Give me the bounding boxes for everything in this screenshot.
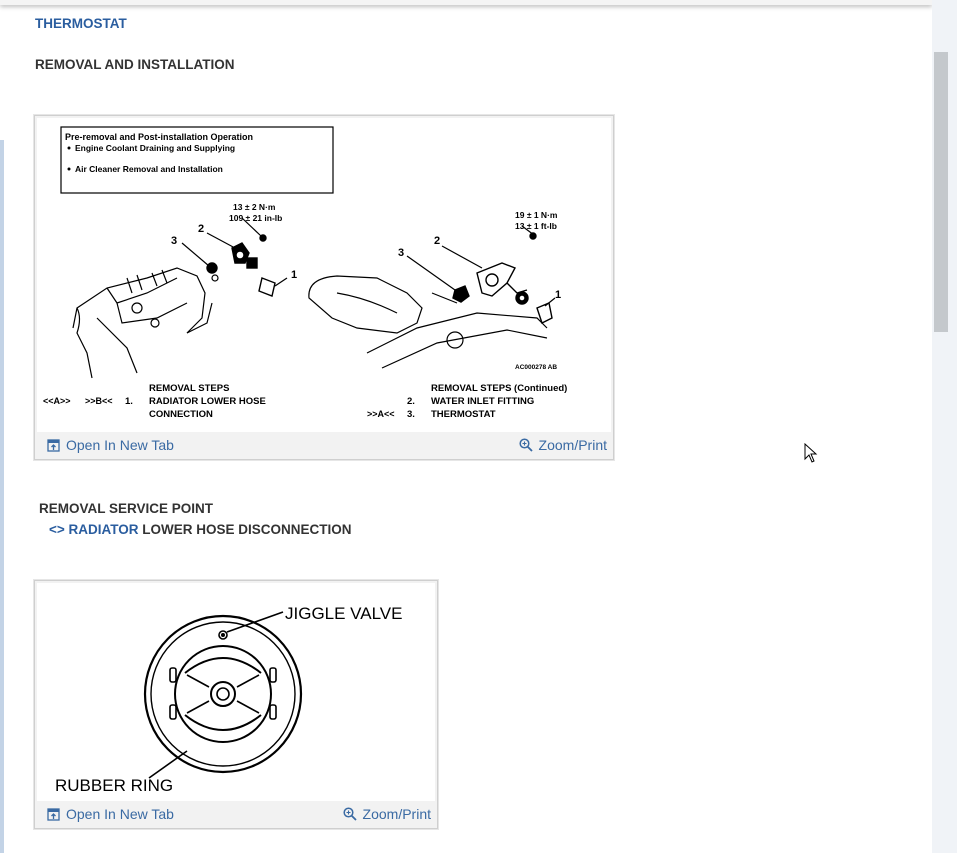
zoom-print-link[interactable] — [519, 437, 607, 453]
jiggle-valve-label: JIGGLE VALVE — [285, 604, 403, 623]
steps-left-line2: CONNECTION — [149, 409, 213, 420]
open-in-new-tab-icon — [47, 808, 60, 821]
steps-right-num3: 3. — [407, 409, 415, 420]
steps-right-code: >>A<< — [367, 409, 395, 419]
service-point-heading: REMOVAL SERVICE POINT — [39, 501, 214, 516]
callout-1-right: 1 — [555, 289, 562, 301]
service-point-rest: LOWER HOSE DISCONNECTION — [138, 522, 352, 537]
service-point-prefix: <> — [49, 522, 65, 537]
figure-image — [37, 583, 435, 801]
callout-3-left: 3 — [171, 235, 178, 247]
right-engine-drawing — [309, 276, 547, 368]
bullet — [68, 168, 71, 171]
steps-left-code-b: >>B<< — [85, 396, 113, 406]
right-parts — [453, 233, 552, 323]
open-new-tab-label: Open In New Tab — [66, 806, 174, 822]
left-parts — [207, 235, 275, 296]
box-title: Pre-removal and Post-installation Operation — [65, 132, 254, 142]
torque-right-line2: 13 ± 1 ft-lb — [515, 221, 557, 231]
open-new-tab-label: Open In New Tab — [66, 437, 174, 453]
steps-left-number: 1. — [125, 396, 133, 407]
service-point-item — [49, 522, 352, 537]
steps-right-item2: WATER INLET FITTING — [431, 396, 535, 407]
bullet — [68, 147, 71, 150]
torque-right-line1: 19 ± 1 N·m — [515, 210, 558, 220]
zoom-print-label: Zoom/Print — [362, 806, 431, 822]
figure-thermostat-jiggle-valve — [34, 580, 438, 829]
figure-toolbar — [37, 801, 435, 828]
figure-toolbar — [37, 432, 611, 459]
left-edge-strip — [0, 140, 4, 853]
open-in-new-tab-icon — [47, 439, 60, 452]
open-new-tab-link[interactable] — [47, 806, 174, 822]
scrollbar-thumb[interactable] — [934, 52, 948, 332]
callout-2-left: 2 — [198, 223, 205, 235]
rubber-ring-label: RUBBER RING — [55, 776, 174, 795]
steps-right-num2: 2. — [407, 396, 415, 407]
left-engine-drawing — [73, 268, 218, 378]
steps-left-code-a: <<A>> — [43, 396, 71, 406]
top-toolbar-edge — [0, 0, 932, 5]
zoom-print-link[interactable] — [343, 806, 431, 822]
thermostat-assembly-diagram — [37, 118, 611, 432]
callout-2-right: 2 — [434, 235, 441, 247]
thermostat-drawing — [145, 616, 301, 772]
steps-left-heading: REMOVAL STEPS — [149, 383, 230, 394]
radiator-link[interactable]: RADIATOR — [68, 522, 139, 537]
zoom-print-label: Zoom/Print — [538, 437, 607, 453]
callout-1-left: 1 — [291, 269, 298, 281]
thermostat-top-view-diagram — [37, 583, 435, 801]
torque-left-line1: 13 ± 2 N·m — [233, 202, 276, 212]
open-new-tab-link[interactable] — [47, 437, 174, 453]
steps-left-line1: RADIATOR LOWER HOSE — [149, 396, 266, 407]
box-item-1: Engine Coolant Draining and Supplying — [75, 143, 236, 153]
figure-image — [37, 118, 611, 432]
box-item-2: Air Cleaner Removal and Installation — [75, 164, 223, 174]
subsection-title: REMOVAL AND INSTALLATION — [35, 57, 235, 72]
torque-left-line2: 109 ± 21 in-lb — [229, 213, 283, 223]
callout-3-right: 3 — [398, 247, 405, 259]
steps-right-heading: REMOVAL STEPS (Continued) — [431, 383, 568, 394]
zoom-magnifier-icon — [519, 438, 533, 452]
steps-right-item3: THERMOSTAT — [431, 409, 496, 420]
figure-removal-installation — [34, 115, 614, 460]
mouse-pointer-icon — [804, 443, 818, 463]
section-title: THERMOSTAT — [35, 16, 127, 31]
zoom-magnifier-icon — [343, 807, 357, 821]
reference-code: AC000278 AB — [515, 364, 558, 371]
